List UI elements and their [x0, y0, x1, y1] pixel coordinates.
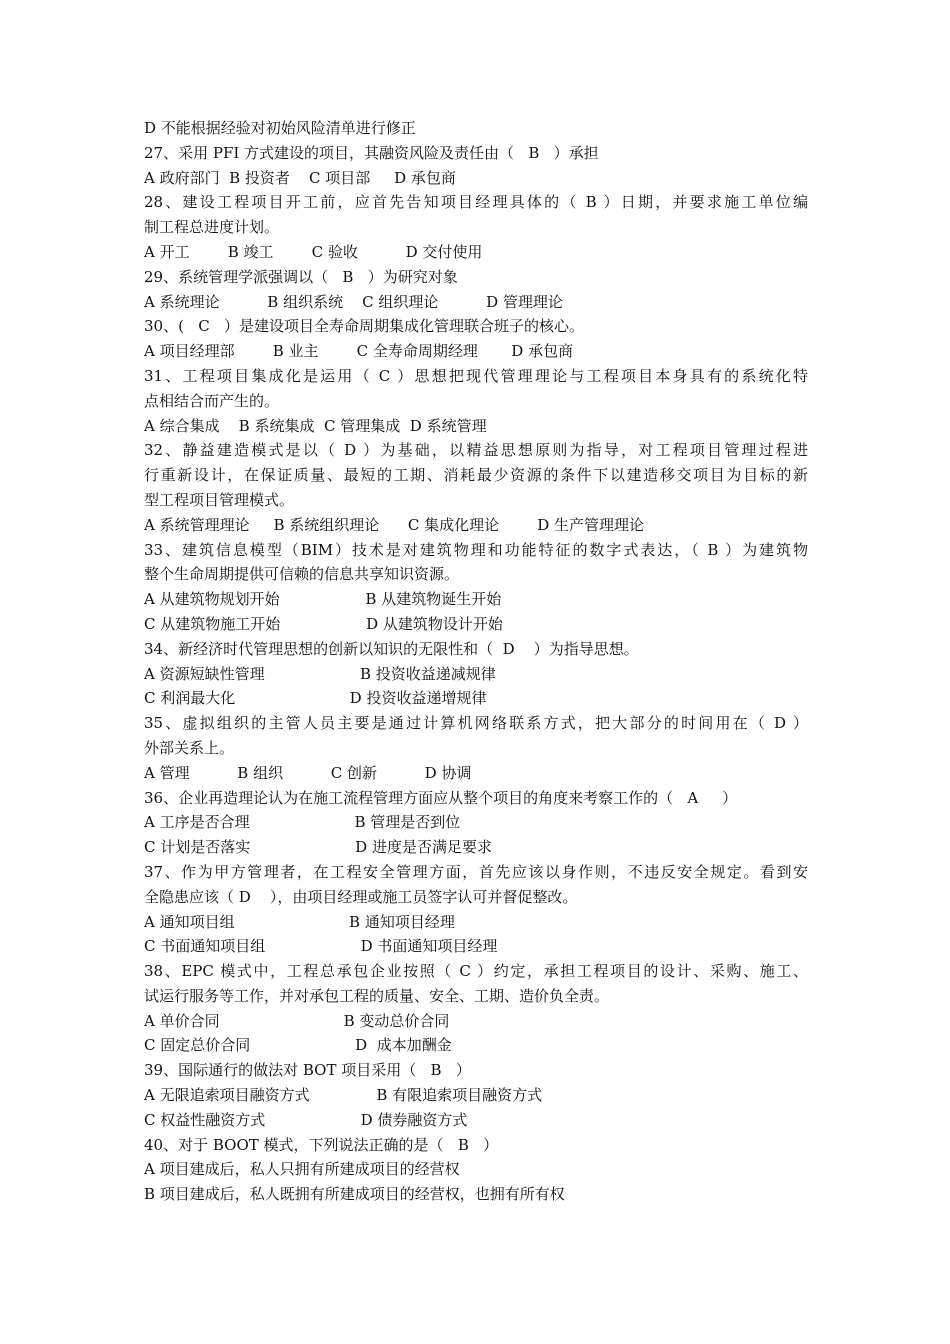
option-line: C 书面通知项目组 D 书面通知项目经理	[144, 937, 498, 956]
option-line: C 权益性融资方式 D 债券融资方式	[144, 1110, 468, 1129]
question-line: 38、EPC 模式中，工程总承包企业按照（ C ）约定，承担工程项目的设计、采购、施工、	[144, 962, 808, 981]
question-line: 40、对于 BOOT 模式，下列说法正确的是（ B ）	[144, 1135, 499, 1154]
question-line: 型工程项目管理模式。	[144, 490, 295, 509]
question-line: 整个生命周期提供可信赖的信息共享知识资源。	[144, 565, 460, 584]
option-line: A 从建筑物规划开始 B 从建筑物诞生开始	[144, 590, 502, 609]
option-line: C 从建筑物施工开始 D 从建筑物设计开始	[144, 614, 503, 633]
question-line: 31、工程项目集成化是运用（ C ）思想把现代管理理论与工程项目本身具有的系统化特	[144, 366, 808, 385]
option-line: A 资源短缺性管理 B 投资收益递减规律	[144, 664, 496, 683]
question-line: 试运行服务等工作，并对承包工程的质量、安全、工期、造价负全责。	[144, 986, 610, 1005]
option-line: A 开工 B 竣工 C 验收 D 交付使用	[144, 242, 483, 261]
option-line: A 项目经理部 B 业主 C 全寿命周期经理 D 承包商	[144, 342, 574, 361]
question-line: 39、国际通行的做法对 BOT 项目采用（ B ）	[144, 1061, 471, 1080]
option-line: C 计划是否落实 D 进度是否满足要求	[144, 838, 492, 857]
document-body	[144, 116, 808, 1207]
option-line: A 管理 B 组织 C 创新 D 协调	[144, 763, 472, 782]
option-line: A 通知项目组 B 通知项目经理	[144, 912, 455, 931]
option-line: D 不能根据经验对初始风险清单进行修正	[144, 119, 416, 137]
option-line: A 系统理论 B 组织系统 C 组织理论 D 管理理论	[144, 292, 563, 311]
option-line: A 系统管理理论 B 系统组织理论 C 集成化理论 D 生产管理理论	[144, 515, 645, 534]
option-line: C 利润最大化 D 投资收益递增规律	[144, 689, 487, 708]
question-line: 29、系统管理学派强调以（ B ）为研究对象	[144, 267, 458, 286]
question-line: 行重新设计，在保证质量、最短的工期、消耗最少资源的条件下以建造移交项目为目标的新	[144, 466, 808, 485]
option-line: A 单价合同 B 变动总价合同	[144, 1011, 450, 1030]
question-line: 外部关系上。	[144, 738, 235, 757]
question-line: 全隐患应该（ D ），由项目经理或施工员签字认可并督促整改。	[144, 887, 578, 906]
question-line: 37、作为甲方管理者，在工程安全管理方面，首先应该以身作则，不违反安全规定。看到安	[144, 862, 808, 881]
option-line: A 项目建成后，私人只拥有所建成项目的经营权	[144, 1160, 460, 1179]
option-line: A 工序是否合理 B 管理是否到位	[144, 813, 461, 832]
question-line: 28、建设工程项目开工前，应首先告知项目经理具体的（ B ）日期，并要求施工单位编	[144, 193, 808, 212]
option-line: B 项目建成后，私人既拥有所建成项目的经营权，也拥有所有权	[144, 1185, 565, 1204]
question-line: 制工程总进度计划。	[144, 218, 280, 237]
question-line: 32、静益建造模式是以（ D ）为基础，以精益思想原则为指导，对工程项目管理过程进	[144, 441, 808, 460]
option-line: A 政府部门 B 投资者 C 项目部 D 承包商	[144, 168, 456, 187]
option-line: A 综合集成 B 系统集成 C 管理集成 D 系统管理	[144, 416, 487, 435]
option-line: A 无限追索项目融资方式 B 有限追索项目融资方式	[144, 1086, 543, 1105]
question-line: 35、虚拟组织的主管人员主要是通过计算机网络联系方式，把大部分的时间用在（ D ）	[144, 714, 808, 733]
question-line: 点相结合而产生的。	[144, 391, 280, 410]
option-line: C 固定总价合同 D 成本加酬金	[144, 1036, 452, 1055]
question-line: 36、企业再造理论认为在施工流程管理方面应从整个项目的角度来考察工作的（ A ）	[144, 788, 738, 807]
question-line: 27、采用 PFI 方式建设的项目，其融资风险及责任由（ B ）承担	[144, 143, 599, 162]
question-line: 34、新经济时代管理思想的创新以知识的无限性和（ D ）为指导思想。	[144, 639, 639, 658]
question-line: 33、建筑信息模型（BIM）技术是对建筑物理和功能特征的数字式表达，（ B ）为建筑物	[144, 540, 808, 559]
question-line: 30、( C ）是建设项目全寿命周期集成化管理联合班子的核心。	[144, 317, 585, 336]
